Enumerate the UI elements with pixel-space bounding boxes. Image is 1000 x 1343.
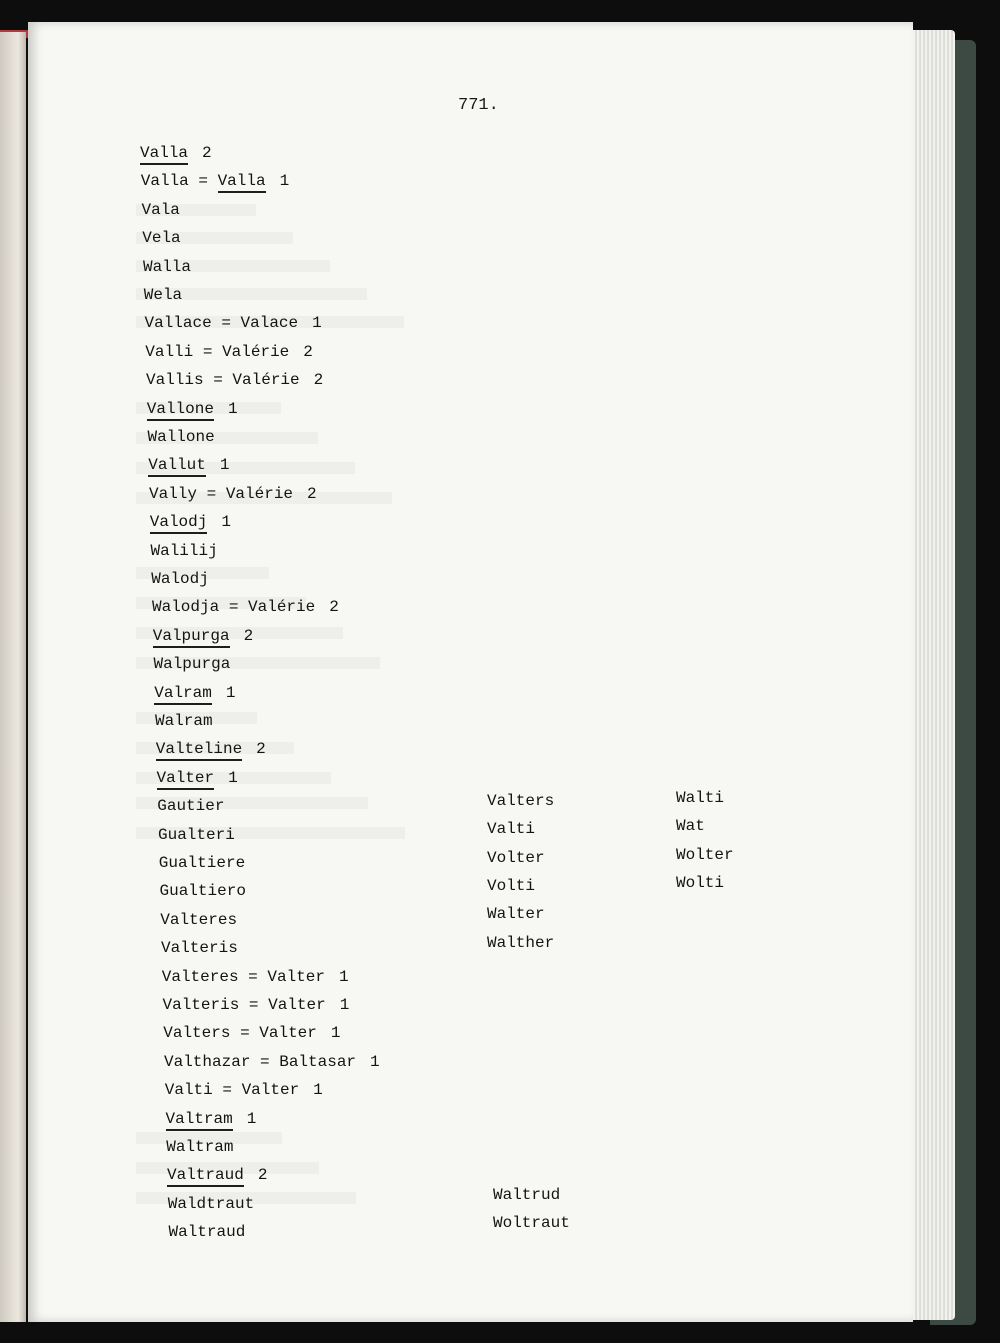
entry-text: Walla	[143, 257, 192, 276]
index-entry	[161, 939, 238, 957]
index-entry	[165, 1081, 323, 1099]
index-entry	[166, 1138, 233, 1156]
frequency-count: 1	[219, 456, 230, 475]
frequency-count: 1	[312, 314, 322, 333]
headword: Vallone	[147, 400, 214, 421]
index-entry	[142, 229, 180, 247]
index-entry	[142, 201, 180, 219]
frequency-count: 1	[227, 399, 238, 418]
variant-name: Walter	[487, 905, 545, 924]
index-entry	[156, 740, 266, 758]
index-entry	[154, 655, 231, 673]
entry-text: Valteres	[160, 910, 238, 929]
frequency-count: 2	[256, 740, 266, 759]
entry-text: Valteres = Valter	[161, 967, 325, 986]
frequency-count: 1	[313, 1081, 323, 1100]
headword: Valtram	[166, 1110, 233, 1131]
index-entry	[157, 797, 224, 815]
index-entry	[148, 428, 215, 446]
variant-name: Volti	[487, 876, 536, 895]
entry-text: Waltram	[166, 1138, 234, 1156]
headword: Valpurga	[153, 627, 230, 648]
index-entry	[155, 712, 213, 730]
index-entry	[154, 684, 235, 702]
frequency-count: 1	[228, 768, 238, 787]
headword: Valter	[157, 769, 215, 790]
index-entry	[152, 598, 339, 616]
index-entry	[143, 258, 191, 276]
index-entry	[160, 882, 246, 900]
entry-text: Gualtiero	[159, 882, 246, 901]
entry-text: Vallis = Valérie	[146, 371, 300, 390]
frequency-count: 2	[307, 484, 317, 503]
left-page-edge	[0, 32, 26, 1322]
entry-text: Walodja = Valérie	[152, 598, 316, 617]
index-entry	[164, 1053, 380, 1071]
entry-text: Valla =	[140, 172, 218, 191]
headword: Valla	[218, 172, 266, 193]
entry-text: Walilij	[150, 541, 218, 560]
entry-text: Vela	[142, 229, 181, 248]
entry-text: Vallace = Valace	[144, 314, 299, 333]
headword: Vallut	[148, 456, 206, 477]
entry-text: Gualteri	[158, 825, 235, 844]
entry-text: Walodj	[151, 570, 209, 588]
variant-name: Waltrud	[493, 1186, 561, 1204]
frequency-count: 2	[313, 371, 324, 390]
headword: Valram	[154, 684, 212, 705]
page-number: 771.	[458, 96, 499, 115]
frequency-count: 2	[202, 144, 212, 162]
variant-name: Walther	[487, 933, 555, 952]
entry-text: Gualtiere	[158, 854, 246, 872]
index-entry	[140, 144, 212, 162]
entry-text: Valthazar = Baltasar	[164, 1052, 357, 1071]
index-entry	[141, 172, 289, 190]
index-entry	[166, 1110, 257, 1128]
entry-text: Valteris	[161, 939, 238, 958]
entry-text: Wallone	[147, 428, 215, 446]
entry-text: Vally = Valérie	[149, 484, 294, 503]
index-entry	[147, 400, 238, 418]
entry-text: Waltraud	[168, 1223, 246, 1242]
variant-name: Valti	[487, 820, 536, 839]
entry-text: Wela	[143, 286, 183, 304]
frequency-count: 1	[330, 1024, 341, 1043]
frequency-count: 1	[246, 1109, 257, 1128]
variant-name: Valters	[487, 792, 555, 810]
index-entry	[150, 513, 231, 531]
frequency-count: 2	[243, 626, 254, 645]
entry-text: Valti = Valter	[164, 1081, 300, 1100]
variant-name: Walti	[676, 789, 725, 807]
index-entry	[162, 968, 349, 986]
variant-name: Wolti	[676, 873, 725, 892]
frequency-count: 2	[303, 342, 313, 361]
variant-name: Volter	[487, 848, 545, 867]
variant-name: Wolter	[676, 845, 734, 864]
index-entry	[159, 854, 245, 872]
entry-text: Gautier	[157, 797, 225, 816]
index-entry	[158, 826, 235, 844]
entry-text: Walpurga	[153, 655, 231, 674]
frequency-count: 2	[329, 598, 339, 617]
index-entry	[160, 911, 237, 929]
frequency-count: 1	[221, 513, 231, 532]
index-entry	[163, 996, 350, 1014]
variant-name: Woltraut	[493, 1214, 570, 1233]
index-entry	[157, 769, 238, 787]
index-entry	[163, 1024, 340, 1042]
frequency-count: 1	[339, 996, 350, 1014]
entry-text: Valli = Valérie	[145, 342, 290, 361]
entry-text: Valteris = Valter	[162, 996, 326, 1014]
headword: Valodj	[150, 513, 208, 534]
frequency-count: 2	[257, 1166, 268, 1185]
entry-text: Waldtraut	[167, 1194, 255, 1213]
index-entry	[153, 627, 253, 645]
index-entry	[145, 314, 322, 332]
index-entry	[168, 1195, 254, 1213]
index-entry	[149, 485, 317, 503]
index-entry	[145, 343, 313, 361]
index-entry	[169, 1223, 246, 1241]
index-entry	[151, 570, 209, 588]
frequency-count: 1	[370, 1052, 380, 1071]
index-entry	[151, 542, 218, 560]
frequency-count: 1	[225, 683, 236, 702]
headword: Valteline	[156, 740, 242, 761]
entry-text: Vala	[141, 200, 180, 219]
frequency-count: 1	[338, 967, 349, 986]
document-page	[28, 22, 913, 1322]
index-entry	[148, 456, 229, 474]
entry-text: Valters = Valter	[163, 1024, 317, 1043]
entry-text: Walram	[155, 712, 213, 730]
index-entry	[144, 286, 182, 304]
index-entry	[146, 371, 323, 389]
headword: Valla	[140, 144, 188, 165]
frequency-count: 1	[279, 172, 290, 191]
headword: Valtraud	[167, 1166, 244, 1187]
index-entry	[167, 1166, 267, 1184]
variant-name: Wat	[676, 817, 705, 836]
